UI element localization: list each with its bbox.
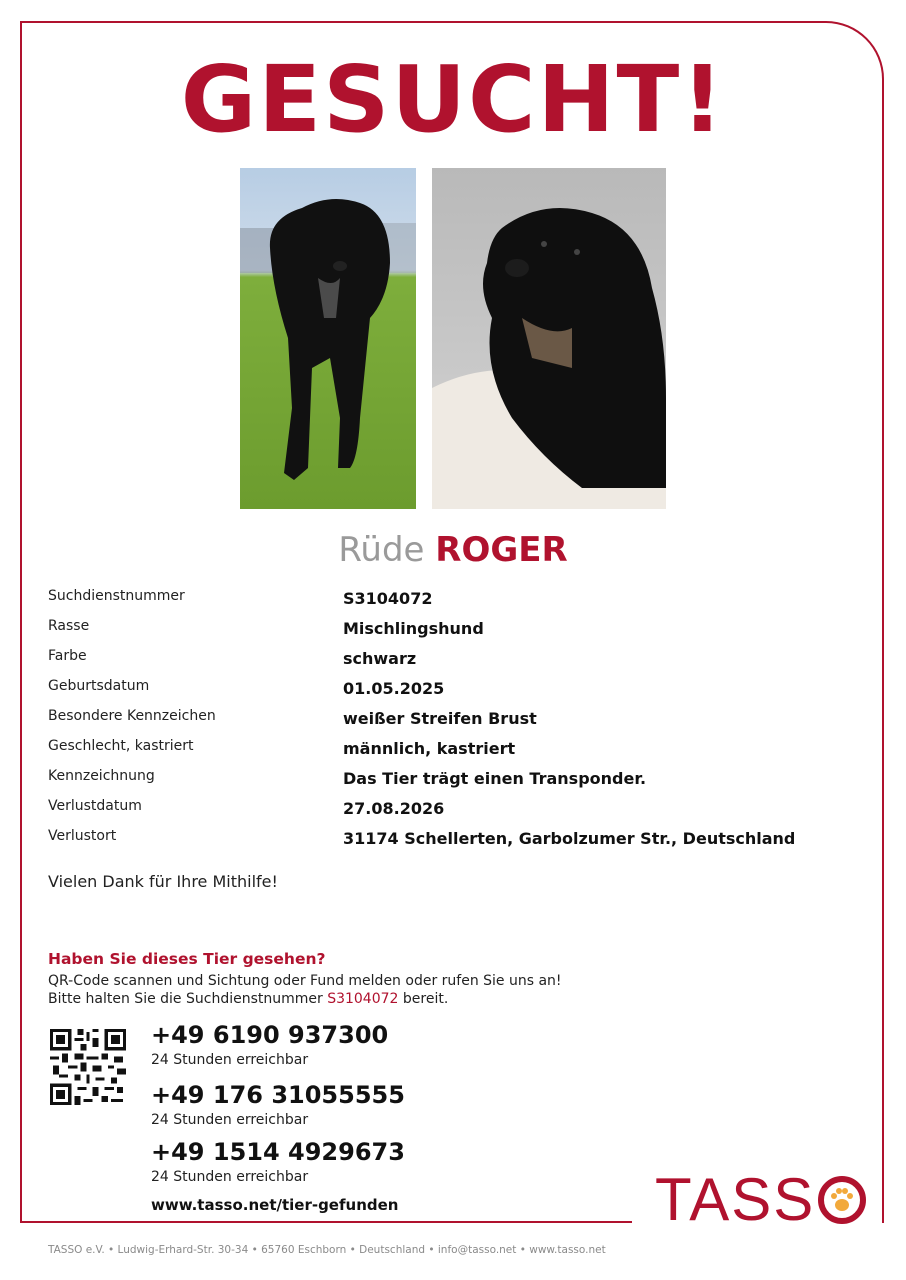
detail-row [48,736,848,766]
detail-row [48,796,848,826]
phone-number[interactable]: +49 1514 4929673 [151,1138,405,1166]
logo-text: TASS [655,1166,816,1233]
detail-value: 01.05.2025 [343,679,445,698]
detail-value: Mischlingshund [343,619,484,638]
website-link[interactable]: www.tasso.net/tier-gefunden [151,1196,399,1214]
animal-name-main: ROGER [435,530,568,570]
detail-row [48,616,848,646]
cta-reference-number: S3104072 [327,991,399,1007]
detail-label: Farbe [48,648,87,664]
detail-label: Suchdienstnummer [48,588,185,604]
dog-photo-indoor [432,168,666,509]
detail-label: Geburtsdatum [48,678,150,694]
detail-row [48,706,848,736]
footer-address: TASSO e.V. • Ludwig-Erhard-Str. 30-34 • 65760 Eschborn • Deutschland • info@tasso.net • www.tasso.net [48,1244,606,1256]
detail-row [48,586,848,616]
detail-value: 27.08.2026 [343,799,445,818]
phone-number[interactable]: +49 6190 937300 [151,1021,389,1049]
detail-value: schwarz [343,649,417,668]
detail-label: Rasse [48,618,90,634]
paw-icon [817,1175,867,1225]
contact-block [151,1020,388,1070]
poster-frame-bottom [20,1221,632,1223]
animal-gender: Rüde [338,530,425,570]
cta-reference-pre: Bitte halten Sie die Suchdienstnummer [48,991,323,1007]
poster-title: GESUCHT! [180,46,726,153]
detail-row [48,766,848,796]
detail-label: Verlustort [48,828,117,844]
detail-value: weißer Streifen Brust [343,709,537,728]
details-table [48,586,848,856]
cta-title: Haben Sie dieses Tier gesehen? [48,950,326,968]
dog-photo-outdoor [240,168,416,509]
cta-instruction: QR-Code scannen und Sichtung oder Fund melden oder rufen Sie uns an! [48,973,562,989]
availability-text: 24 Stunden erreichbar [151,1169,309,1185]
detail-label: Geschlecht, kastriert [48,738,194,754]
detail-label: Kennzeichnung [48,768,155,784]
cta-reference-post: bereit. [402,991,449,1007]
detail-row [48,826,848,856]
detail-row [48,676,848,706]
cta-reference [48,990,448,1008]
detail-value: S3104072 [343,589,433,608]
detail-value: Das Tier trägt einen Transponder. [343,769,647,788]
detail-label: Besondere Kennzeichen [48,708,216,724]
availability-text: 24 Stunden erreichbar [151,1112,309,1128]
detail-row [48,646,848,676]
phone-number[interactable]: +49 176 31055555 [151,1081,405,1109]
availability-text: 24 Stunden erreichbar [151,1052,309,1068]
contact-block [151,1137,405,1187]
detail-value: 31174 Schellerten, Garbolzumer Str., Deutschland [343,829,796,848]
animal-name [0,528,906,572]
contact-block [151,1080,405,1130]
detail-label: Verlustdatum [48,798,142,814]
tasso-logo [655,1168,867,1232]
detail-value: männlich, kastriert [343,739,516,758]
thanks-text: Vielen Dank für Ihre Mithilfe! [48,872,278,891]
qr-code-icon[interactable] [50,1027,126,1107]
